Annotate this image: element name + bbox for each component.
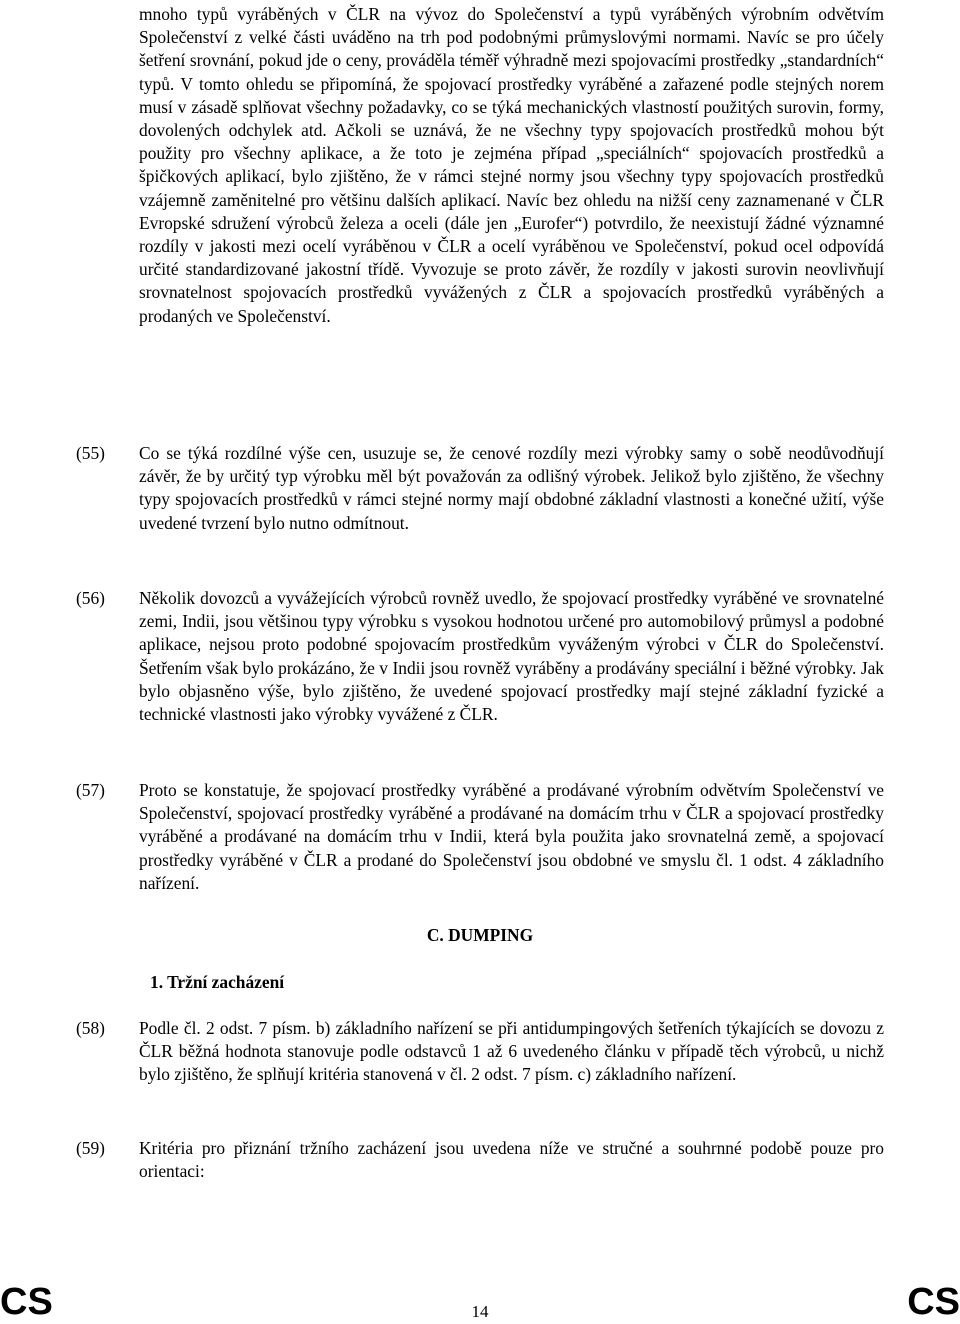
paragraph-number: (58) bbox=[76, 1018, 105, 1038]
paragraph-number: (56) bbox=[76, 588, 105, 608]
paragraph-number: (57) bbox=[76, 780, 105, 800]
paragraph-text: Několik dovozců a vyvážejících výrobců rovněž uvedlo, že spojovací prostředky vyráběné ve srovnatelné zemi, Indii, jsou většinou typy výrobku s vysokou hodnotou určené pro automobilový průmysl a podobné aplikace, nejsou proto podobné spojovacím prostředkům vyváženým výrobci v ČLR do Společenství. Šetřením však bylo prokázáno, že v Indii jsou rovněž vyráběny a prodávány speciální i běžné výrobky. Jak bylo objasněno výše, bylo zjištěno, že uvedené spojovací prostředky mají stejné základní fyzické a technické vlastnosti jako výrobky vyvážené z ČLR. bbox=[139, 588, 884, 725]
paragraph-text: Proto se konstatuje, že spojovací prostředky vyráběné a prodávané výrobním odvětvím Společenství ve Společenství, spojovací prostředky vyráběné a prodávané na domácím trhu v ČLR a spojovací prostředky vyráběné a prodávané na domácím trhu v Indii, která byla použita jako srovnatelná země, a spojovací prostředky vyráběné v ČLR a prodané do Společenství jsou obdobné ve smyslu čl. 1 odst. 4 základního nařízení. bbox=[139, 780, 884, 893]
subsection-heading: 1. Tržní zacházení bbox=[150, 972, 285, 992]
footer-language-right: CS bbox=[907, 1281, 960, 1323]
section-heading bbox=[0, 925, 960, 946]
paragraph-text: Podle čl. 2 odst. 7 písm. b) základního nařízení se při antidumpingových šetřeních týkajících se dovozu z ČLR běžná hodnota stanovuje podle odstavců 1 až 6 uvedeného článku v případě těch výrobců, u nichž bylo zjištěno, že splňují kritéria stanovená v čl. 2 odst. 7 písm. c) základního nařízení. bbox=[139, 1018, 884, 1085]
paragraph-text: Kritéria pro přiznání tržního zacházení jsou uvedena níže ve stručné a souhrnné podobě pouze pro orientaci: bbox=[139, 1138, 884, 1182]
footer-language-left: CS bbox=[0, 1281, 53, 1323]
section-heading-text: C. DUMPING bbox=[426, 925, 534, 945]
footer-page-number: 14 bbox=[471, 1302, 489, 1321]
paragraph-number: (59) bbox=[76, 1138, 105, 1158]
intro-paragraph: mnoho typů vyráběných v ČLR na vývoz do Společenství a typů vyráběných výrobním odvětvím Společenství z velké části uváděno na trh pod podobnými průmyslovými normami. Navíc se pro účely šetření srovnání, pokud jde o ceny, prováděla téměř výhradně mezi spojovacími prostředky „standardních“ typů. V tomto ohledu se připomíná, že spojovací prostředky vyráběné a zařazené podle stejných norem musí v zásadě splňovat všechny požadavky, co se týká mechanických vlastností použitých surovin, formy, dovolených odchylek atd. Ačkoli se uznává, že ne všechny typy spojovacích prostředků mohou být použity pro všechny aplikace, a že toto je zejména případ „speciálních“ spojovacích prostředků a špičkových aplikací, bylo zjištěno, že v rámci stejné normy jsou všechny typy spojovacích prostředků vzájemně zaměnitelné pro většinu dalších aplikací. Navíc bez ohledu na nižší ceny zaznamenané v ČLR Evropské sdružení výrobců železa a oceli (dále jen „Eurofer“) potvrdilo, že neexistují žádné významné rozdíly v jakosti mezi ocelí vyráběnou v ČLR a ocelí vyráběnou ve Společenství, pokud ocel odpovídá určité standardizované jakostní třídě. Vyvozuje se proto závěr, že rozdíly v jakosti surovin neovlivňují srovnatelnost spojovacích prostředků vyvážených z ČLR a spojovacích prostředků vyráběných a prodaných ve Společenství. bbox=[139, 4, 884, 326]
paragraph-number: (55) bbox=[76, 443, 105, 463]
paragraph-text: Co se týká rozdílné výše cen, usuzuje se, že cenové rozdíly mezi výrobky samy o sobě neodůvodňují závěr, že by určitý typ výrobku měl být považován za odlišný výrobek. Jelikož bylo zjištěno, že všechny typy spojovacích prostředků v rámci stejné normy mají obdobné základní vlastnosti a konečné užití, výše uvedené tvrzení bylo nutno odmítnout. bbox=[139, 443, 884, 533]
